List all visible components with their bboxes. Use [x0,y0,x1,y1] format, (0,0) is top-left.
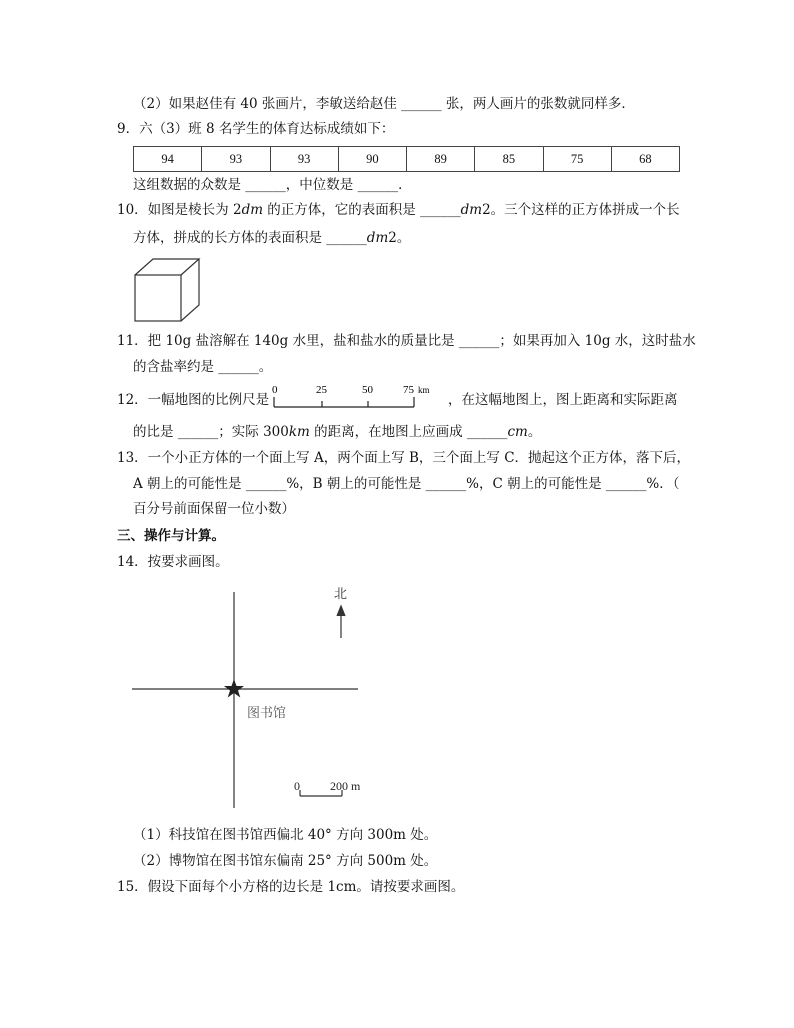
q12-line1-b: ，在这幅地图上，图上距离和实际距离 [448,392,678,408]
cube-figure [133,257,203,323]
direction-map [130,578,370,818]
map-scale-bar [268,381,444,411]
q14-stem: 14．按要求画图。 [117,554,229,570]
scale-unit-label: km [418,385,430,395]
score-cell: 90 [338,147,406,172]
scale-tick-label: 0 [272,384,278,396]
q13-line2: A 朝上的可能性是 ______%，B 朝上的可能性是 ______%，C 朝上的可能性是 ______%．（ [133,476,680,492]
q11-line2: 的含盐率约是 ______。 [133,359,273,375]
library-label: 图书馆 [247,705,287,720]
score-cell: 94 [134,147,202,172]
q14-part1: （1）科技馆在图书馆西偏北 40° 方向 300m 处。 [133,827,438,843]
scale-tick-label: 75 [403,384,414,396]
q10-line2: 方体，拼成的长方体的表面积是 ______dm2。 [133,230,411,246]
section-heading: 三、操作与计算。 [117,528,225,544]
score-cell: 68 [611,147,679,172]
q8-part2: （2）如果赵佳有 40 张画片，李敏送给赵佳 ______ 张，两人画片的张数就同样多． [133,96,635,112]
q13-line3: 百分号前面保留一位小数） [133,501,295,517]
score-cell: 85 [475,147,543,172]
q14-part2: （2）博物馆在图书馆东偏南 25° 方向 500m 处。 [133,853,438,869]
map-scale-zero: 0 [294,779,300,793]
score-cell: 89 [407,147,475,172]
q12-line1-a: 12．一幅地图的比例尺是 [117,392,270,408]
map-scale-200: 200 m [330,779,361,793]
score-cell: 93 [202,147,270,172]
score-cell: 93 [270,147,338,172]
scale-tick-label: 50 [362,384,373,396]
q10-line1: 10．如图是棱长为 2dm 的正方体，它的表面积是 ______dm2。三个这样的正方体拼成一个长 [117,202,680,218]
north-label: 北 [334,586,348,601]
scores-table [133,146,680,172]
q9-tail: 这组数据的众数是 ______，中位数是 ______． [133,177,412,193]
q15-stem: 15．假设下面每个小方格的边长是 1cm。请按要求画图。 [117,879,465,895]
q12-line2: 的比是 ______；实际 300km 的距离，在地图上应画成 ______cm。 [133,424,542,440]
scale-tick-label: 25 [316,384,327,396]
score-cell: 75 [543,147,611,172]
q13-line1: 13．一个小正方体的一个面上写 A，两个面上写 B，三个面上写 C．抛起这个正方体，落下后， [117,450,691,466]
q11-line1: 11．把 10g 盐溶解在 140g 水里，盐和盐水的质量比是 ______；如果再加入 10g 水，这时盐水 [117,333,696,349]
q9-stem: 9．六（3）班 8 名学生的体育达标成绩如下： [117,121,395,137]
